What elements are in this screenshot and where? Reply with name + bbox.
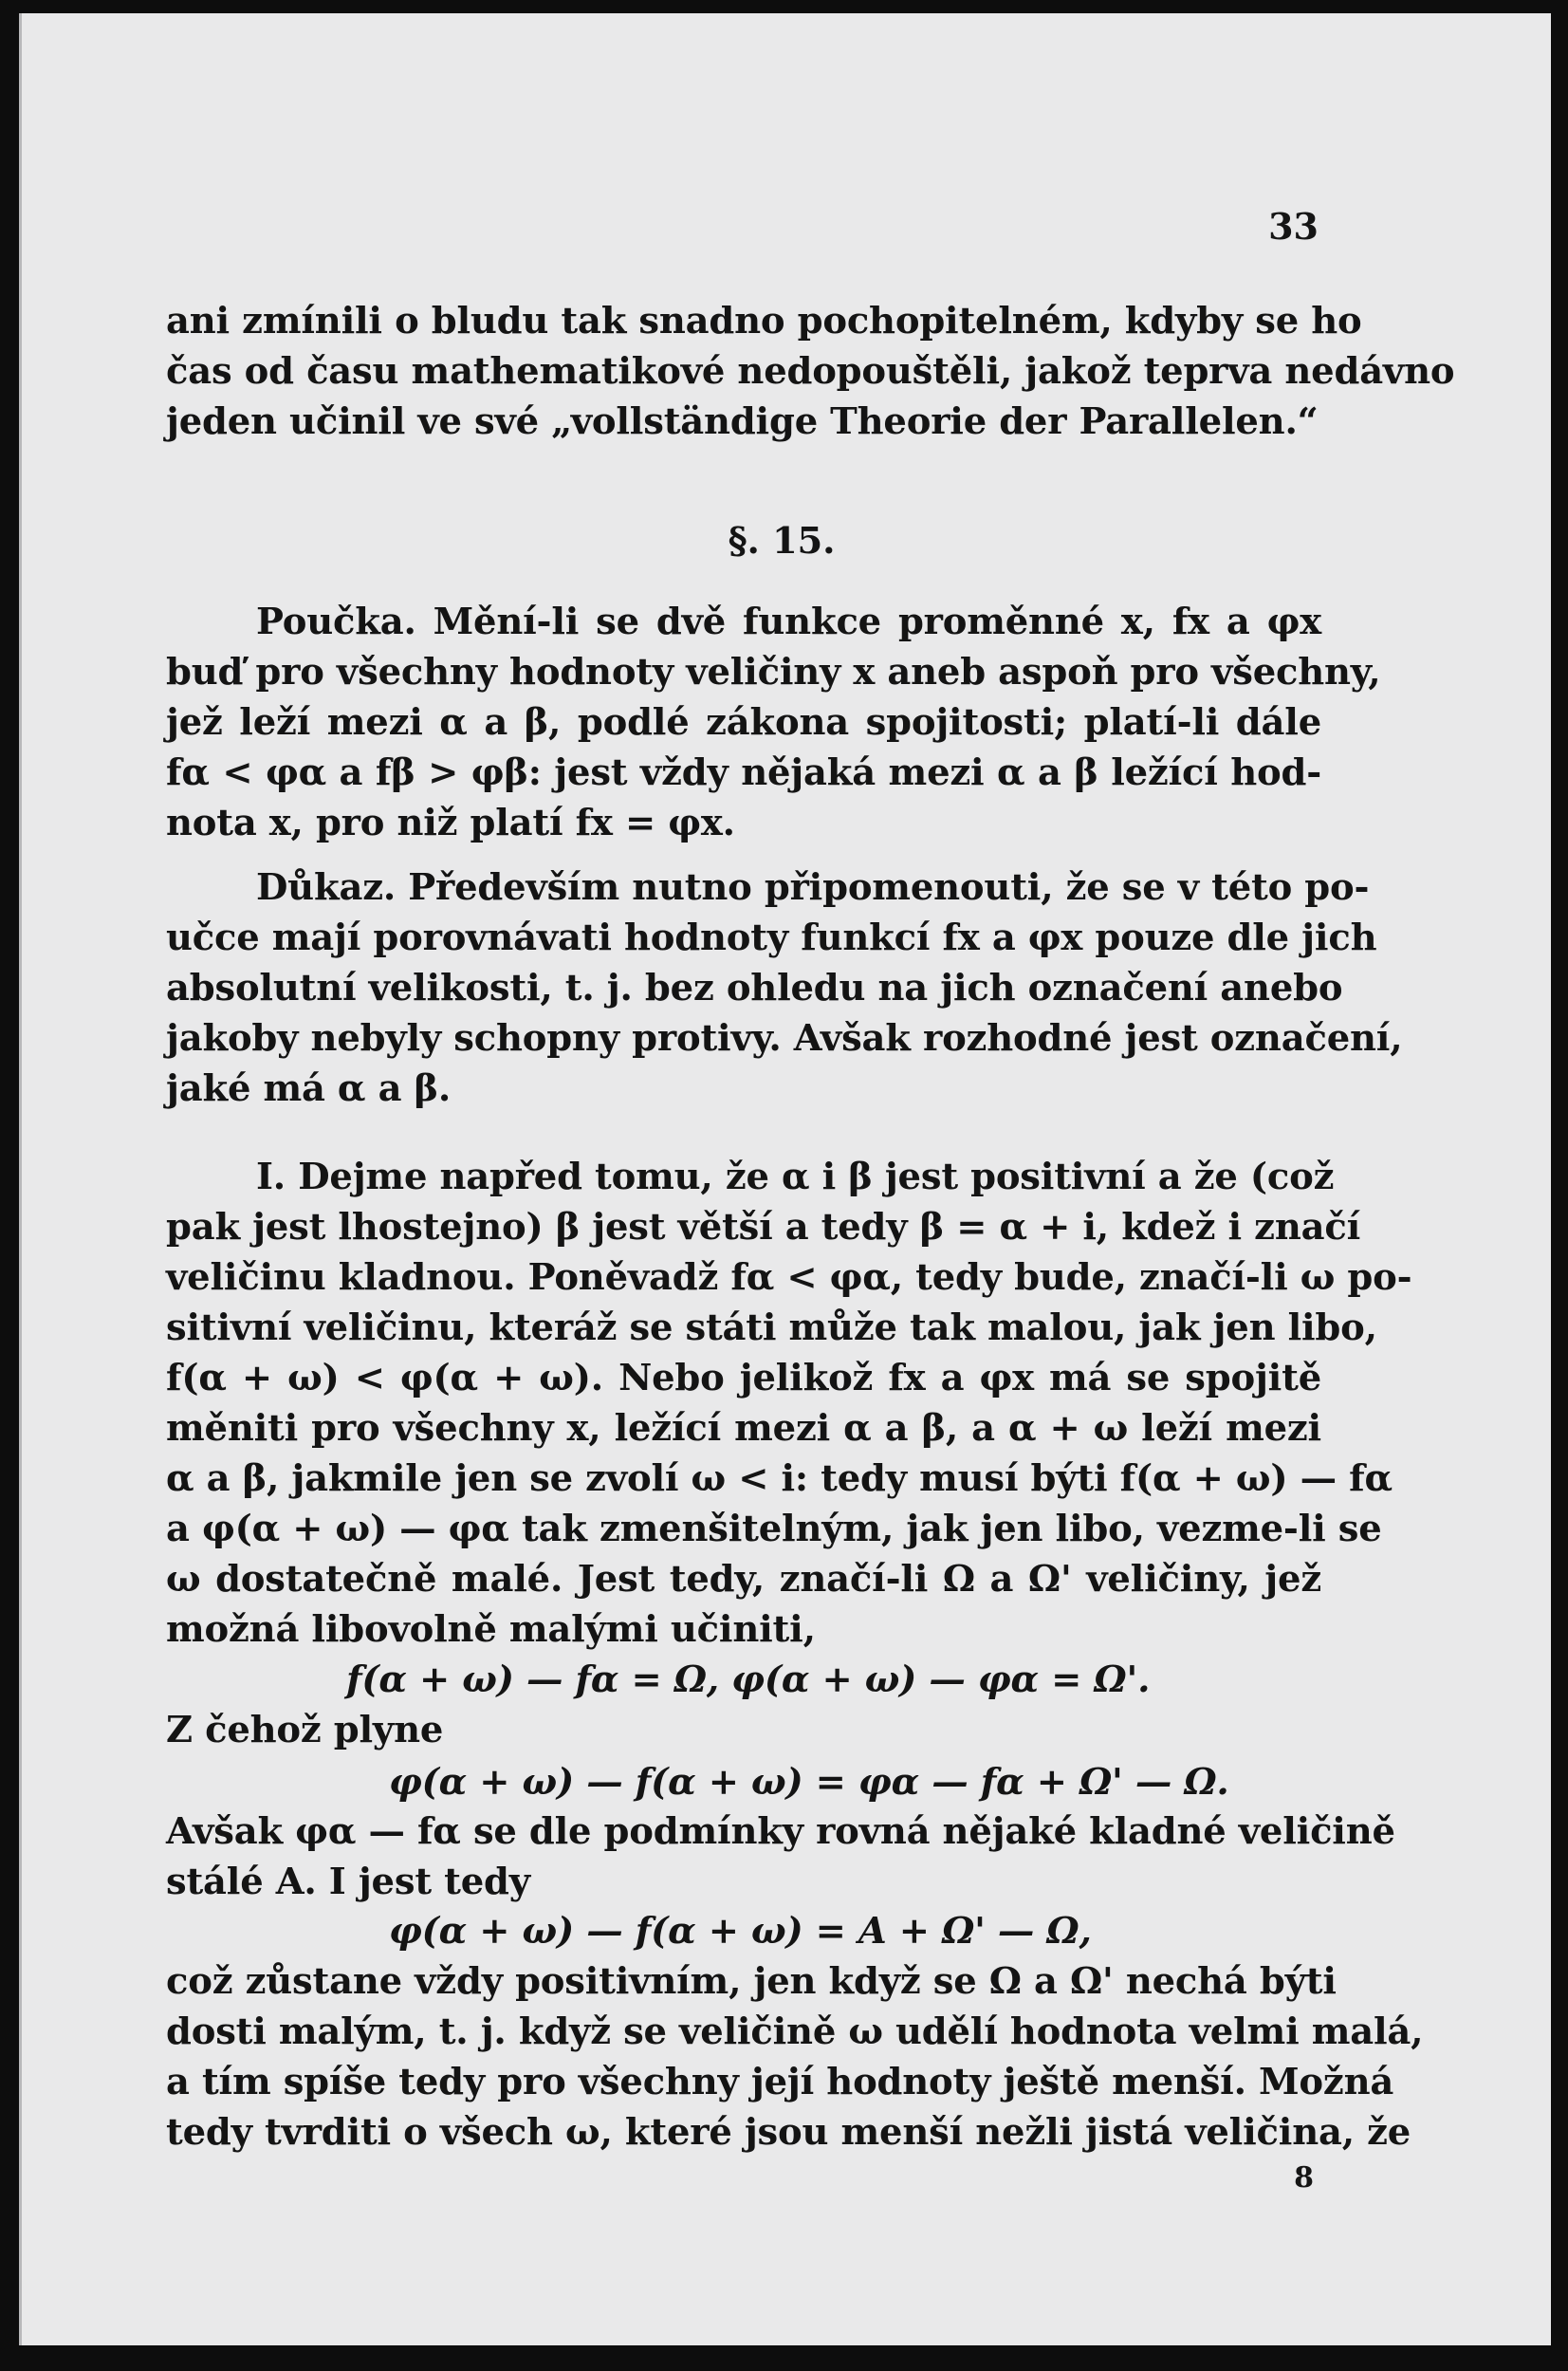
- text-line: a tím spíše tedy pro všechny její hodnoty ještě menší. Možná: [166, 2061, 1394, 2103]
- text-line: I. Dejme napřed tomu, že α i β jest positivní a že (což: [256, 1156, 1335, 1198]
- text-line: Avšak φα — fα se dle podmínky rovná nějaké kladné veličině: [166, 1810, 1395, 1853]
- text-line: možná libovolně malými učiniti,: [166, 1608, 816, 1651]
- equation-2: φ(α + ω) — f(α + ω) = φα — fα + Ω' — Ω.: [389, 1761, 1229, 1804]
- equation-1: f(α + ω) — fα = Ω, φ(α + ω) — φα = Ω'.: [346, 1658, 1151, 1701]
- text-line: pak jest lhostejno) β jest větší a tedy β = α + i, kdež i značí: [166, 1206, 1361, 1249]
- paragraph-however: [166, 1806, 1395, 1907]
- text-line: f(α + ω) < φ(α + ω). Nebo jelikož fx a φx má se spojitě: [166, 1357, 1321, 1399]
- paragraph-intro: [166, 296, 1455, 447]
- text-line: nota x, pro niž platí fx = φx.: [166, 802, 735, 844]
- paragraph-proof: [166, 862, 1403, 1114]
- text-line: veličinu kladnou. Poněvadž fα < φα, tedy bude, značí-li ω po-: [166, 1256, 1412, 1299]
- text-line: jaké má α a β.: [166, 1067, 452, 1110]
- paragraph-theorem: [166, 597, 1381, 848]
- text-line: buď pro všechny hodnoty veličiny x aneb aspoň pro všechny,: [166, 651, 1381, 694]
- text-line: Z čehož plyne: [166, 1709, 444, 1751]
- text-line: což zůstane vždy positivním, jen když se Ω a Ω' nechá býti: [166, 1960, 1337, 2003]
- page-number: 33: [1268, 205, 1319, 248]
- signature-mark: 8: [1294, 2161, 1314, 2195]
- equation-3: φ(α + ω) — f(α + ω) = A + Ω' — Ω,: [389, 1910, 1092, 1953]
- text-line: ω dostatečně malé. Jest tedy, značí-li Ω a Ω' veličiny, jež: [166, 1558, 1321, 1601]
- text-line: jakoby nebyly schopny protivy. Avšak rozhodné jest označení,: [166, 1017, 1403, 1060]
- paragraph-part-one: [166, 1152, 1412, 1655]
- text-line: tedy tvrditi o všech ω, které jsou menší nežli jistá veličina, že: [166, 2111, 1411, 2154]
- text-line: absolutní velikosti, t. j. bez ohledu na jich označení anebo: [166, 967, 1343, 1010]
- text-line: čas od času mathematikové nedopouštěli, jakož teprva nedávno: [166, 350, 1455, 393]
- text-line: jeden učinil ve své „vollständige Theorie der Parallelen.“: [166, 400, 1319, 443]
- section-heading: §. 15.: [728, 520, 836, 563]
- text-line: dosti malým, t. j. když se veličině ω udělí hodnota velmi malá,: [166, 2010, 1424, 2053]
- text-line: učce mají porovnávati hodnoty funkcí fx a φx pouze dle jich: [166, 917, 1377, 959]
- text-line: měniti pro všechny x, ležící mezi α a β, a α + ω leží mezi: [166, 1407, 1321, 1450]
- text-line: sitivní veličinu, kteráž se státi může tak malou, jak jen libo,: [166, 1306, 1377, 1349]
- text-line: stálé A. I jest tedy: [166, 1861, 530, 1903]
- book-page: [19, 13, 1551, 2345]
- text-line: α a β, jakmile jen se zvolí ω < i: tedy musí býti f(α + ω) — fα: [166, 1457, 1393, 1500]
- text-line: fα < φα a fβ > φβ: jest vždy nějaká mezi α a β ležící hod-: [166, 751, 1321, 794]
- text-line: a φ(α + ω) — φα tak zmenšitelným, jak jen libo, vezme-li se: [166, 1508, 1382, 1550]
- text-line: jež leží mezi α a β, podlé zákona spojitosti; platí-li dále: [166, 701, 1321, 744]
- text-line: Důkaz. Především nutno připomenouti, že se v této po-: [256, 866, 1370, 909]
- text-line: Poučka. Mění-li se dvě funkce proměnné x, fx a φx: [256, 601, 1321, 643]
- paragraph-final: [166, 1956, 1424, 2158]
- text-line: ani zmínili o bludu tak snadno pochopitelném, kdyby se ho: [166, 300, 1362, 343]
